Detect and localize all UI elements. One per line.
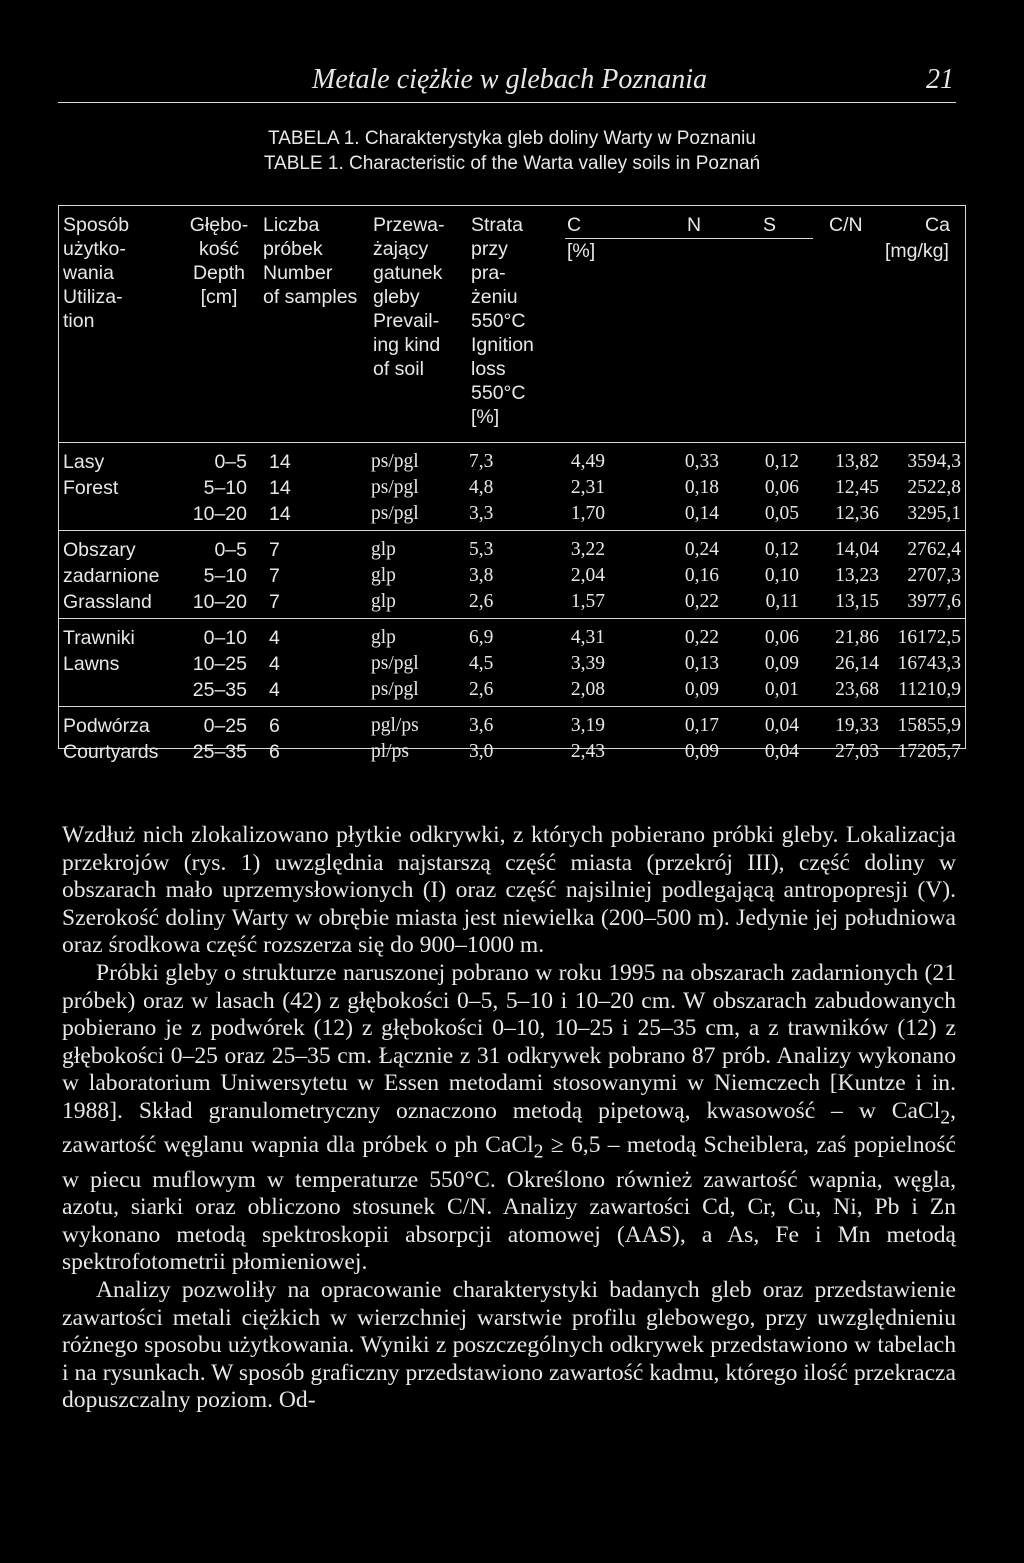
cell-kind: pl/ps: [371, 741, 409, 762]
cell-n: 0,17: [684, 715, 719, 736]
cell-cn: 12,36: [835, 503, 879, 524]
cell-loss: 2,6: [469, 591, 494, 612]
cell-n-samples: 7: [269, 591, 280, 613]
cell-depth: 25–35: [192, 741, 247, 763]
cell-cn: 12,45: [835, 477, 879, 498]
cell-n: 0,13: [684, 653, 719, 674]
cell-c: 2,08: [570, 679, 605, 700]
cell-s: 0,06: [764, 477, 799, 498]
cell-n-samples: 14: [269, 451, 291, 473]
cell-ca: 17205,7: [897, 741, 961, 762]
cell-ca: 2707,3: [907, 565, 961, 586]
cell-cn: 13,15: [835, 591, 879, 612]
group-divider: [59, 618, 965, 619]
cell-s: 0,06: [764, 627, 799, 648]
header-cn: C/N: [829, 214, 863, 236]
header-soil-kind: Przewa- żający gatunek gleby Prevail- ing kind of soil: [373, 214, 445, 380]
cell-s: 0,01: [764, 679, 799, 700]
cell-n-samples: 4: [269, 679, 280, 701]
soil-characteristics-table: [58, 205, 966, 763]
cell-loss: 3,6: [469, 715, 494, 736]
cell-n-samples: 6: [269, 715, 280, 737]
header-underline: [565, 238, 813, 239]
cell-use: Grassland: [63, 591, 152, 613]
cell-n: 0,22: [684, 591, 719, 612]
cell-use: Trawniki: [63, 627, 135, 649]
cell-kind: glp: [371, 591, 396, 612]
cell-loss: 3,0: [469, 741, 494, 762]
cell-s: 0,10: [764, 565, 799, 586]
cell-n: 0,33: [684, 451, 719, 472]
cell-n: 0,24: [684, 539, 719, 560]
cell-loss: 6,9: [469, 627, 494, 648]
cell-c: 4,31: [570, 627, 605, 648]
header-use: Sposób użytko- wania Utiliza- tion: [63, 214, 130, 332]
cell-loss: 3,8: [469, 565, 494, 586]
caption-pl: TABELA 1. Charakterystyka gleb doliny Warty w Poznaniu: [268, 128, 756, 149]
table-row: [59, 652, 965, 676]
header-ca-unit: [mg/kg]: [885, 240, 949, 262]
cell-cn: 21,86: [835, 627, 879, 648]
cell-c: 3,22: [570, 539, 605, 560]
cell-c: 3,19: [570, 715, 605, 736]
cell-n: 0,18: [684, 477, 719, 498]
cell-use: Lasy: [63, 451, 105, 473]
header-ignition-loss: Strata przy pra- żeniu 550°C Ignition loss 550°C [%]: [471, 214, 534, 428]
table-row: [59, 476, 965, 500]
cell-kind: ps/pgl: [371, 679, 419, 700]
cell-depth: 0–5: [214, 451, 247, 473]
header-depth: Głębo- kość Depth [cm]: [189, 214, 249, 308]
cell-n-samples: 7: [269, 539, 280, 561]
cell-s: 0,04: [764, 715, 799, 736]
header-n: N: [687, 214, 702, 236]
cell-n-samples: 6: [269, 741, 280, 763]
cell-c: 3,39: [570, 653, 605, 674]
cell-loss: 5,3: [469, 539, 494, 560]
cell-cn: 23,68: [835, 679, 879, 700]
cell-depth: 10–20: [192, 591, 247, 613]
paragraph-3: Analizy pozwoliły na opracowanie charakterystyki badanych gleb oraz przedstawienie zawartości metali ciężkich w wierzchniej warstwie profilu glebowego, przy uwzględnieniu różnego sposobu użytkowania. Wyniki z poszczególnych odkrywek przedstawiono w tabelach i na rysunkach. W sposób graficzny przedstawiono zawartość kadmu, którego ilość przekracza dopuszczalny poziom. Od-: [62, 1276, 956, 1414]
cell-use: Courtyards: [63, 741, 159, 763]
cell-use: Obszary: [63, 539, 136, 561]
paragraph-2: Próbki gleby o strukturze naruszonej pobrano w roku 1995 na obszarach zadarnionych (21 próbek) oraz w lasach (42) z głębokości 0–5, 5–10 i 10–20 cm. W obszarach zabudowanych pobierano je z podwórek (12) z głębokości 0–10, 10–25 i 25–35 cm, a z trawników (12) z głębokości 0–25 oraz 25–35 cm. Łącznie z 31 odkrywek pobrano 87 prób. Analizy wykonano w laboratorium Uniwersytetu w Essen metodami stosowanymi w Niemczech [Kuntze i in. 1988]. Skład granulometryczny oznaczono metodą pipetową, kwasowość – w CaCl$_2$, zawartość węglanu wapnia dla próbek o ph CaCl$_2$ ≥ 6,5 – metodą Scheiblera, zaś popielność w piecu muflowym w temperaturze 550°C. Określono również zawartość wapnia, węgla, azotu, siarki oraz obliczono stosunek C/N. Analizy zawartości Cd, Cr, Cu, Ni, Pb i Zn wykonano metodą spektroskopii absorpcji atomowej (AAS), a As, Fe i Mn metodą spektrofotometrii płomieniowej.: [62, 959, 956, 1276]
header-ca: Ca: [925, 214, 950, 236]
group-divider: [59, 530, 965, 531]
cell-cn: 13,82: [835, 451, 879, 472]
table-row: [59, 714, 965, 738]
header-divider: [59, 442, 965, 443]
cell-c: 2,43: [570, 741, 605, 762]
header-percent-unit: [%]: [567, 240, 596, 262]
table-row: [59, 538, 965, 562]
cell-ca: 3295,1: [907, 503, 961, 524]
cell-use: Forest: [63, 477, 119, 499]
table-row: [59, 740, 965, 764]
cell-loss: 2,6: [469, 679, 494, 700]
table-row: [59, 678, 965, 702]
cell-n: 0,09: [684, 741, 719, 762]
cell-n-samples: 7: [269, 565, 280, 587]
table-row: [59, 590, 965, 614]
cell-n: 0,09: [684, 679, 719, 700]
cell-ca: 3977,6: [907, 591, 961, 612]
cell-kind: ps/pgl: [371, 503, 419, 524]
cell-kind: ps/pgl: [371, 451, 419, 472]
cell-depth: 0–25: [203, 715, 247, 737]
table-row: [59, 626, 965, 650]
cell-loss: 7,3: [469, 451, 494, 472]
header-s: S: [763, 214, 777, 236]
table-row: [59, 450, 965, 474]
running-title: Metale ciężkie w glebach Poznania: [312, 64, 707, 95]
table-row: [59, 502, 965, 526]
cell-n: 0,14: [684, 503, 719, 524]
header-c: C: [567, 214, 582, 236]
cell-ca: 2762,4: [907, 539, 961, 560]
cell-n-samples: 4: [269, 627, 280, 649]
cell-kind: glp: [371, 565, 396, 586]
cell-ca: 16743,3: [897, 653, 961, 674]
cell-kind: pgl/ps: [371, 715, 419, 736]
caption-en: TABLE 1. Characteristic of the Warta valley soils in Poznań: [263, 153, 761, 174]
paragraph-1: Wzdłuż nich zlokalizowano płytkie odkrywki, z których pobierano próbki gleby. Lokalizacja przekrojów (rys. 1) uwzględnia najstarszą część miasta (przekrój III), część doliny w obszarach mało uprzemysłowionych (I) oraz część najsilniej podlegającą antropopresji (V). Szerokość doliny Warty w obrębie miasta jest niewielka (200–500 m). Jedynie jej południowa oraz środkowa część rozszerza się do 900–1000 m.: [62, 822, 956, 959]
cell-ca: 15855,9: [897, 715, 961, 736]
cell-c: 4,49: [570, 451, 605, 472]
cell-cn: 27,03: [835, 741, 879, 762]
cell-cn: 26,14: [835, 653, 879, 674]
cell-ca: 2522,8: [907, 477, 961, 498]
cell-depth: 10–25: [192, 653, 247, 675]
cell-c: 1,70: [570, 503, 605, 524]
cell-ca: 3594,3: [907, 451, 961, 472]
cell-c: 2,31: [570, 477, 605, 498]
group-divider: [59, 706, 965, 707]
cell-kind: glp: [371, 539, 396, 560]
cell-ca: 11210,9: [898, 679, 961, 700]
cell-s: 0,04: [764, 741, 799, 762]
cell-depth: 5–10: [203, 477, 247, 499]
cell-s: 0,05: [764, 503, 799, 524]
cell-kind: ps/pgl: [371, 653, 419, 674]
cell-loss: 4,5: [469, 653, 494, 674]
body-text: [62, 822, 956, 1415]
running-head: [58, 62, 956, 103]
cell-c: 2,04: [570, 565, 605, 586]
table-row: [59, 564, 965, 588]
cell-kind: glp: [371, 627, 396, 648]
cell-use: Lawns: [63, 653, 120, 675]
cell-s: 0,12: [764, 451, 799, 472]
table-caption: [0, 126, 1024, 176]
cell-cn: 19,33: [835, 715, 879, 736]
cell-s: 0,09: [764, 653, 799, 674]
cell-loss: 4,8: [469, 477, 494, 498]
cell-kind: ps/pgl: [371, 477, 419, 498]
cell-n: 0,16: [684, 565, 719, 586]
cell-cn: 14,04: [835, 539, 879, 560]
cell-cn: 13,23: [835, 565, 879, 586]
cell-loss: 3,3: [469, 503, 494, 524]
cell-ca: 16172,5: [897, 627, 961, 648]
cell-use: Podwórza: [63, 715, 150, 737]
cell-use: zadarnione: [63, 565, 160, 587]
cell-s: 0,12: [764, 539, 799, 560]
cell-s: 0,11: [765, 591, 799, 612]
cell-n-samples: 14: [269, 477, 291, 499]
cell-n: 0,22: [684, 627, 719, 648]
cell-depth: 0–10: [203, 627, 247, 649]
cell-n-samples: 4: [269, 653, 280, 675]
page-number: 21: [926, 64, 954, 95]
cell-depth: 5–10: [203, 565, 247, 587]
cell-n-samples: 14: [269, 503, 291, 525]
cell-depth: 10–20: [192, 503, 247, 525]
cell-depth: 25–35: [192, 679, 247, 701]
cell-c: 1,57: [570, 591, 605, 612]
cell-depth: 0–5: [214, 539, 247, 561]
header-samples: Liczba próbek Number of samples: [263, 214, 358, 308]
